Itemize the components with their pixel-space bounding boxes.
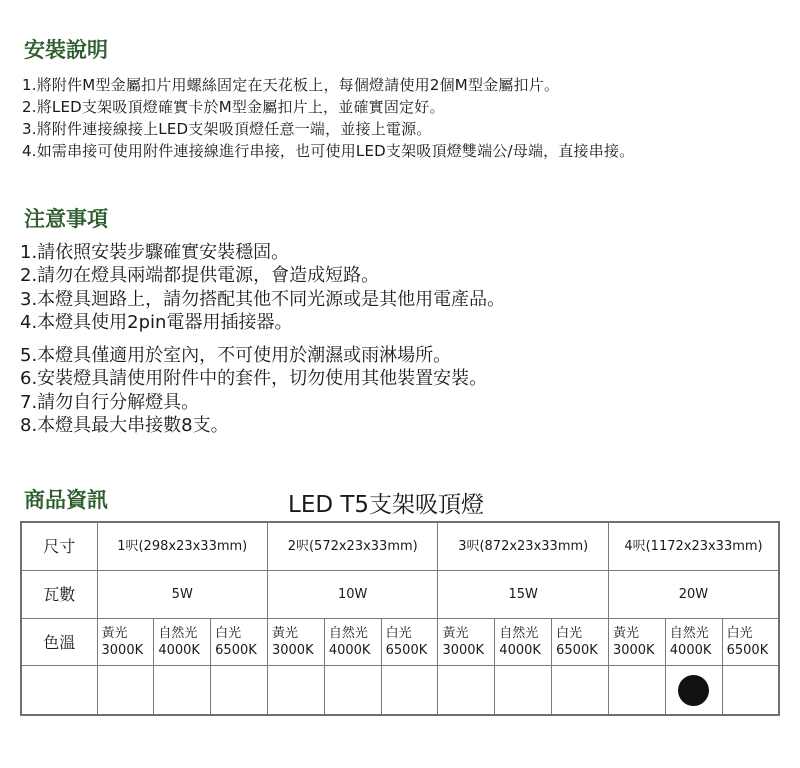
selection-cell [438, 666, 495, 716]
note-item: 5.本燈具僅適用於室內，不可使用於潮濕或雨淋場所。 [20, 345, 452, 367]
install-steps [22, 74, 634, 162]
note-item: 4.本燈具使用2pin電器用插接器。 [20, 311, 293, 333]
color-temp-cell: 黃光 3000K [438, 619, 495, 666]
wattage-cell: 20W [608, 571, 779, 619]
notes-heading: 注意事項 [24, 207, 108, 231]
notes-list [20, 241, 505, 437]
color-temp-cell: 自然光 4000K [495, 619, 552, 666]
color-temp-cell: 自然光 4000K [154, 619, 211, 666]
wattage-row [21, 571, 779, 619]
selection-cell [324, 666, 381, 716]
selection-label-cell [21, 666, 97, 716]
install-step: 2.將LED支架吸頂燈確實卡於M型金屬扣片上，並確實固定好。 [22, 98, 445, 116]
wattage-cell: 5W [97, 571, 267, 619]
note-item: 3.本燈具迴路上，請勿搭配其他不同光源或是其他用電產品。 [20, 288, 506, 310]
selection-cell [495, 666, 552, 716]
color-temp-cell: 白光 6500K [211, 619, 268, 666]
selection-row [21, 666, 779, 716]
color-temp-cell: 自然光 4000K [324, 619, 381, 666]
install-heading: 安裝說明 [24, 38, 108, 62]
selection-cell [154, 666, 211, 716]
color-temp-cell: 黃光 3000K [608, 619, 665, 666]
color-temp-cell: 黃光 3000K [267, 619, 324, 666]
note-item: 2.請勿在燈具兩端都提供電源，會造成短路。 [20, 265, 380, 287]
selection-cell [552, 666, 609, 716]
wattage-cell: 10W [267, 571, 437, 619]
note-item: 8.本燈具最大串接數8支。 [20, 415, 229, 437]
selection-cell [211, 666, 268, 716]
spec-table [20, 521, 780, 716]
color-temp-cell: 白光 6500K [381, 619, 438, 666]
color-temp-cell: 黃光 3000K [97, 619, 154, 666]
size-cell: 1呎(298x23x33mm) [97, 522, 267, 571]
color-temp-label: 色溫 [21, 619, 97, 666]
color-temp-cell: 白光 6500K [722, 619, 779, 666]
wattage-label: 瓦數 [21, 571, 97, 619]
size-cell: 3呎(872x23x33mm) [438, 522, 608, 571]
note-item: 7.請勿自行分解燈具。 [20, 391, 200, 413]
size-cell: 2呎(572x23x33mm) [267, 522, 437, 571]
size-label: 尺寸 [21, 522, 97, 571]
selection-cell [665, 666, 722, 716]
color-temp-row [21, 619, 779, 666]
selection-cell [722, 666, 779, 716]
color-temp-cell: 自然光 4000K [665, 619, 722, 666]
size-cell: 4呎(1172x23x33mm) [608, 522, 779, 571]
install-step: 1.將附件M型金屬扣片用螺絲固定在天花板上，每個燈請使用2個M型金屬扣片。 [22, 76, 560, 94]
selection-cell [97, 666, 154, 716]
wattage-cell: 15W [438, 571, 608, 619]
selection-cell [381, 666, 438, 716]
product-title: LED T5支架吸頂燈 [288, 492, 485, 518]
color-temp-cell: 白光 6500K [552, 619, 609, 666]
selection-cell [267, 666, 324, 716]
size-row [21, 522, 779, 571]
selection-cell [608, 666, 665, 716]
install-step: 4.如需串接可使用附件連接線進行串接，也可使用LED支架吸頂燈雙端公/母端，直接串接。 [22, 142, 635, 160]
note-item: 6.安裝燈具請使用附件中的套件，切勿使用其他裝置安裝。 [20, 368, 488, 390]
install-step: 3.將附件連接線接上LED支架吸頂燈任意一端，並接上電源。 [22, 120, 432, 138]
product-heading: 商品資訊 [24, 488, 108, 512]
selected-dot-icon [678, 675, 709, 706]
note-item: 1.請依照安裝步驟確實安裝穩固。 [20, 242, 290, 263]
